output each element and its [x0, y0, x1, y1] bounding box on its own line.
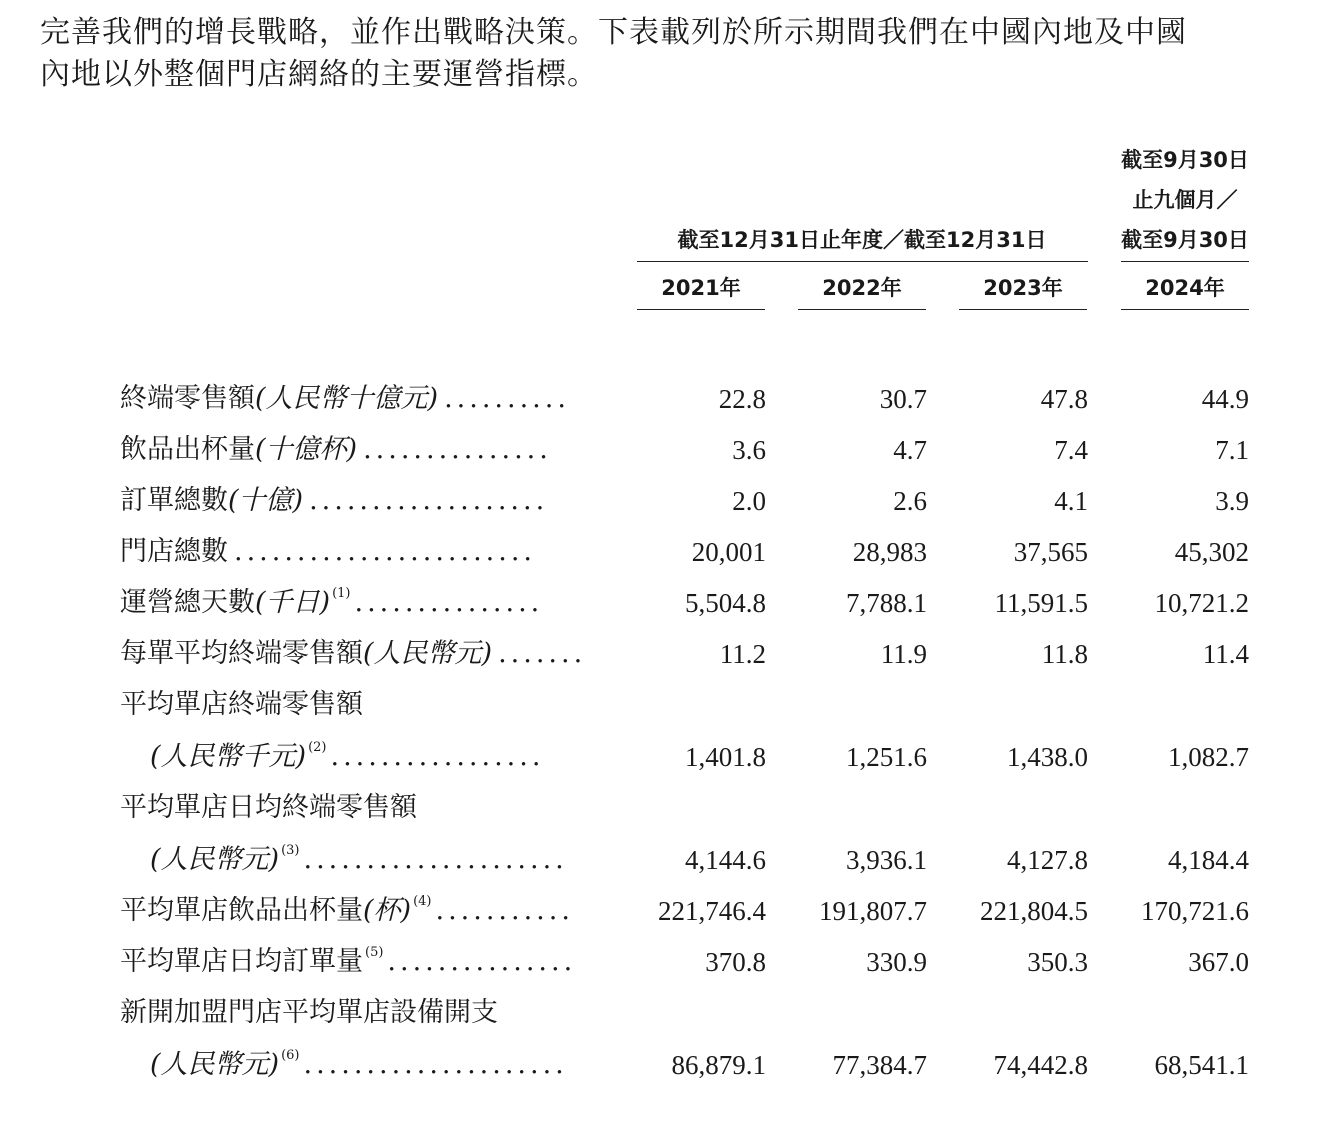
header-year-2024: 2024年	[1145, 276, 1225, 300]
table-row	[0, 990, 1338, 1036]
year-rule-2021	[637, 309, 765, 310]
cell-2022: 4.7	[893, 435, 927, 465]
header-group-rule-right	[1121, 261, 1249, 262]
header-group-left: 截至12月31日止年度／截至12月31日	[677, 228, 1047, 252]
cell-2021: 1,401.8	[685, 742, 766, 772]
header-group-right-line2: 止九個月／	[1132, 188, 1238, 212]
cell-2023: 11.8	[1041, 639, 1088, 669]
cell-2021: 22.8	[718, 384, 766, 414]
cell-2024: 4,184.4	[1168, 845, 1249, 875]
row-label: 訂單總數(十億) ...................	[120, 485, 549, 516]
row-label: 運營總天數(千日) $^{(1)}$ ...............	[120, 586, 544, 618]
cell-2024: 44.9	[1201, 384, 1249, 414]
cell-2024: 7.1	[1215, 435, 1249, 465]
row-label: 飲品出杯量(十億杯) ...............	[120, 434, 552, 465]
table-row	[0, 631, 1338, 677]
row-label: 平均單店終端零售額	[120, 689, 363, 720]
cell-2021: 2.0	[732, 486, 766, 516]
row-label: 每單平均終端零售額(人民幣元) .......	[120, 638, 587, 669]
cell-2021: 5,504.8	[685, 588, 766, 618]
cell-2022: 77,384.7	[832, 1050, 927, 1080]
intro-line-1: 完善我們的增長戰略，並作出戰略決策。下表載列於所示期間我們在中國內地及中國	[40, 15, 1187, 50]
cell-2023: 7.4	[1054, 435, 1088, 465]
cell-2021: 221,746.4	[658, 896, 766, 926]
cell-2023: 47.8	[1040, 384, 1088, 414]
cell-2022: 11.9	[880, 639, 927, 669]
table-row	[0, 580, 1338, 626]
header-year-2021: 2021年	[661, 276, 741, 300]
cell-2021: 20,001	[691, 537, 766, 567]
cell-2021: 86,879.1	[671, 1050, 766, 1080]
table-row	[0, 785, 1338, 831]
row-label: 平均單店飲品出杯量(杯) $^{(4)}$ ...........	[120, 894, 574, 926]
cell-2022: 330.9	[866, 947, 927, 977]
row-label: 終端零售額(人民幣十億元) ..........	[120, 383, 570, 414]
cell-2022: 191,807.7	[819, 896, 927, 926]
row-label: 新開加盟門店平均單店設備開支	[120, 997, 498, 1028]
table-row	[0, 1042, 1338, 1088]
cell-2022: 28,983	[852, 537, 927, 567]
row-label: 平均單店日均終端零售額	[120, 792, 417, 823]
cell-2023: 74,442.8	[993, 1050, 1088, 1080]
cell-2022: 7,788.1	[846, 588, 927, 618]
header-year-2023: 2023年	[983, 276, 1063, 300]
table-row	[0, 837, 1338, 883]
table-row	[0, 478, 1338, 524]
table-row	[0, 682, 1338, 728]
year-rule-2023	[959, 309, 1087, 310]
cell-2024: 170,721.6	[1141, 896, 1249, 926]
cell-2024: 11.4	[1202, 639, 1249, 669]
table-row	[0, 529, 1338, 575]
year-rule-2024	[1121, 309, 1249, 310]
cell-2024: 10,721.2	[1154, 588, 1249, 618]
cell-2023: 350.3	[1027, 947, 1088, 977]
cell-2024: 68,541.1	[1154, 1050, 1249, 1080]
table-row	[0, 427, 1338, 473]
row-label: (人民幣千元) $^{(2)}$ .................	[150, 740, 545, 772]
cell-2023: 221,804.5	[980, 896, 1088, 926]
cell-2022: 3,936.1	[846, 845, 927, 875]
cell-2023: 4.1	[1054, 486, 1088, 516]
cell-2021: 4,144.6	[685, 845, 766, 875]
table-row	[0, 888, 1338, 934]
intro-line-2: 內地以外整個門店網絡的主要運營指標。	[40, 57, 598, 92]
table-row	[0, 939, 1338, 985]
header-group-right-line1: 截至9月30日	[1121, 148, 1249, 172]
cell-2023: 4,127.8	[1007, 845, 1088, 875]
table-row	[0, 734, 1338, 780]
cell-2024: 1,082.7	[1168, 742, 1249, 772]
year-rule-2022	[798, 309, 926, 310]
row-label: 門店總數 ........................	[120, 536, 536, 567]
cell-2021: 11.2	[719, 639, 766, 669]
cell-2023: 37,565	[1013, 537, 1088, 567]
row-label: (人民幣元) $^{(3)}$ .....................	[150, 843, 568, 875]
cell-2024: 367.0	[1188, 947, 1249, 977]
header-group-rule-left	[637, 261, 1088, 262]
header-year-2022: 2022年	[822, 276, 902, 300]
row-label: 平均單店日均訂單量 $^{(5)}$ ...............	[120, 945, 577, 977]
cell-2024: 3.9	[1215, 486, 1249, 516]
cell-2023: 11,591.5	[994, 588, 1088, 618]
row-label: (人民幣元) $^{(6)}$ .....................	[150, 1048, 568, 1080]
cell-2022: 1,251.6	[846, 742, 927, 772]
cell-2024: 45,302	[1174, 537, 1249, 567]
cell-2023: 1,438.0	[1007, 742, 1088, 772]
intro-paragraph	[40, 12, 1310, 96]
cell-2022: 2.6	[893, 486, 927, 516]
table-row	[0, 376, 1338, 422]
cell-2021: 3.6	[732, 435, 766, 465]
cell-2022: 30.7	[879, 384, 927, 414]
header-group-right-line3: 截至9月30日	[1121, 228, 1249, 252]
cell-2021: 370.8	[705, 947, 766, 977]
